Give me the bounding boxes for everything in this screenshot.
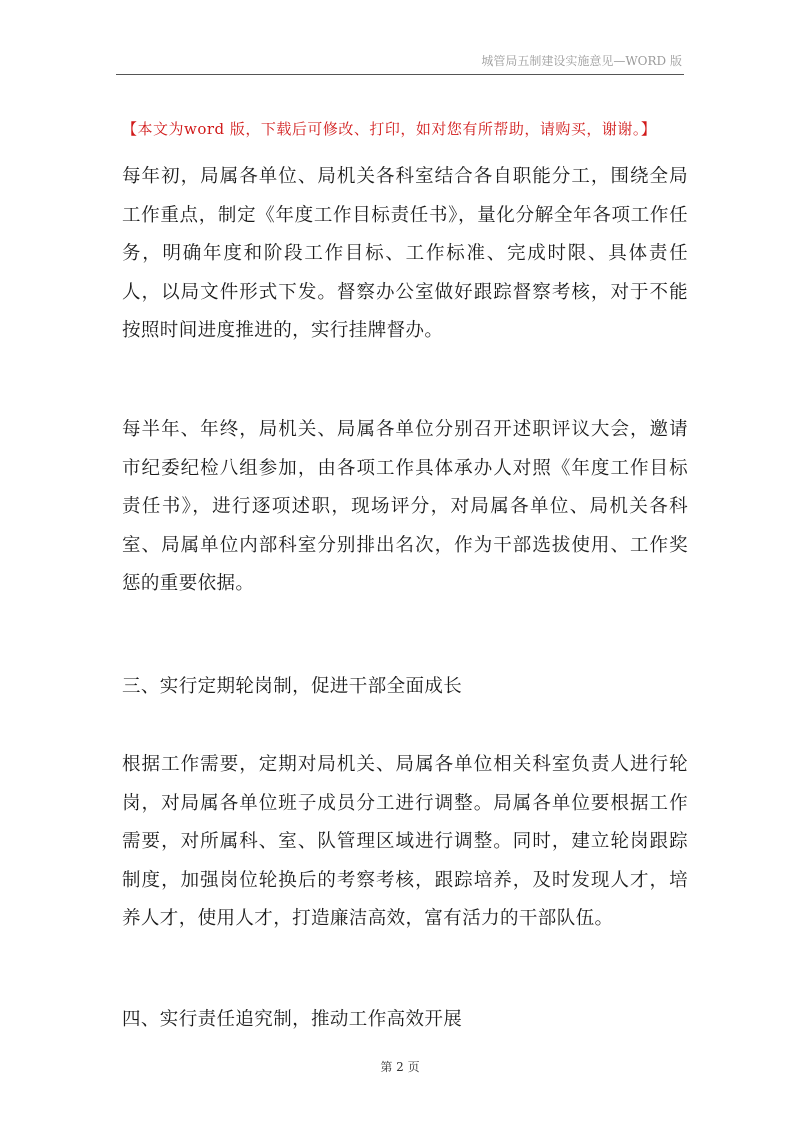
running-header: 城管局五制建设实施意见—WORD 版 xyxy=(481,54,682,68)
red-notice: 【本文为word 版，下载后可修改、打印，如对您有所帮助，请购买，谢谢。】 xyxy=(122,120,657,138)
paragraph-2: 每半年、年终，局机关、局属各单位分别召开述职评议大会，邀请市纪委纪检八组参加，由各项工作具体承办人对照《年度工作目标责任书》，进行逐项述职，现场评分，对局属各单位、局机关各科室、局属单位内部科室分别排出名次，作为干部选拔使用、工作奖惩的重要依据。 xyxy=(122,419,688,594)
header-divider xyxy=(116,74,684,75)
page-number: 第 2 页 xyxy=(380,1060,420,1074)
paragraph-1: 每年初，局属各单位、局机关各科室结合各自职能分工，围绕全局工作重点，制定《年度工作目标责任书》，量化分解全年各项工作任务，明确年度和阶段工作目标、工作标准、完成时限、具体责任人，以局文件形式下发。督察办公室做好跟踪督察考核，对于不能按照时间进度推进的，实行挂牌督办。 xyxy=(122,166,688,341)
paragraph-3: 根据工作需要，定期对局机关、局属各单位相关科室负责人进行轮岗，对局属各单位班子成员分工进行调整。局属各单位要根据工作需要，对所属科、室、队管理区域进行调整。同时，建立轮岗跟踪制度，加强岗位轮换后的考察考核，跟踪培养，及时发现人才，培养人才，使用人才，打造廉洁高效，富有活力的干部队伍。 xyxy=(122,754,688,929)
section-heading-3: 三、实行定期轮岗制，促进干部全面成长 xyxy=(122,676,463,697)
section-heading-4: 四、实行责任追究制，推动工作高效开展 xyxy=(122,1009,463,1030)
